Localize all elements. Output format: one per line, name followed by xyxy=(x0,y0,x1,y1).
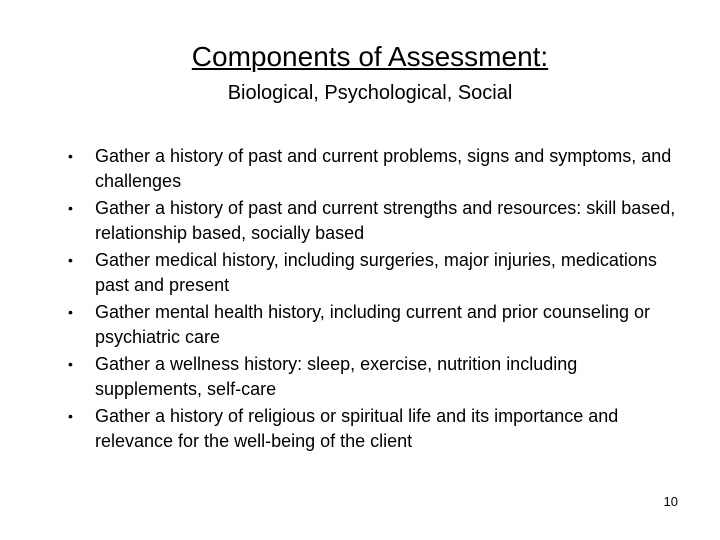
bullet-item xyxy=(66,196,676,245)
slide-subtitle: Biological, Psychological, Social xyxy=(227,82,513,104)
bullet-text: Gather a wellness history: sleep, exercise, nutrition including supplements, self-care xyxy=(95,354,578,399)
bullet-icon: • xyxy=(68,148,73,164)
bullet-icon: • xyxy=(68,304,73,320)
bullet-item xyxy=(66,352,676,401)
bullet-text: Gather a history of past and current strengths and resources: skill based, relationship based, socially based xyxy=(95,198,676,243)
bullet-text: Gather a history of religious or spiritual life and its importance and relevance for the well-being of the client xyxy=(95,406,619,451)
bullet-text: Gather medical history, including surgeries, major injuries, medications past and present xyxy=(95,250,657,295)
bullet-item xyxy=(66,248,676,297)
bullet-item xyxy=(66,404,676,453)
bullet-icon: • xyxy=(68,408,73,424)
page-number: 10 xyxy=(663,494,678,509)
bullet-text: Gather a history of past and current problems, signs and symptoms, and challenges xyxy=(95,146,672,191)
bullet-icon: • xyxy=(68,200,73,216)
bullet-icon: • xyxy=(68,356,73,372)
bullet-icon: • xyxy=(68,252,73,268)
bullet-text: Gather mental health history, including current and prior counseling or psychiatric care xyxy=(95,302,650,347)
slide-title: Components of Assessment: xyxy=(191,41,549,72)
bullet-list xyxy=(66,144,676,456)
bullet-item xyxy=(66,300,676,349)
bullet-item xyxy=(66,144,676,193)
